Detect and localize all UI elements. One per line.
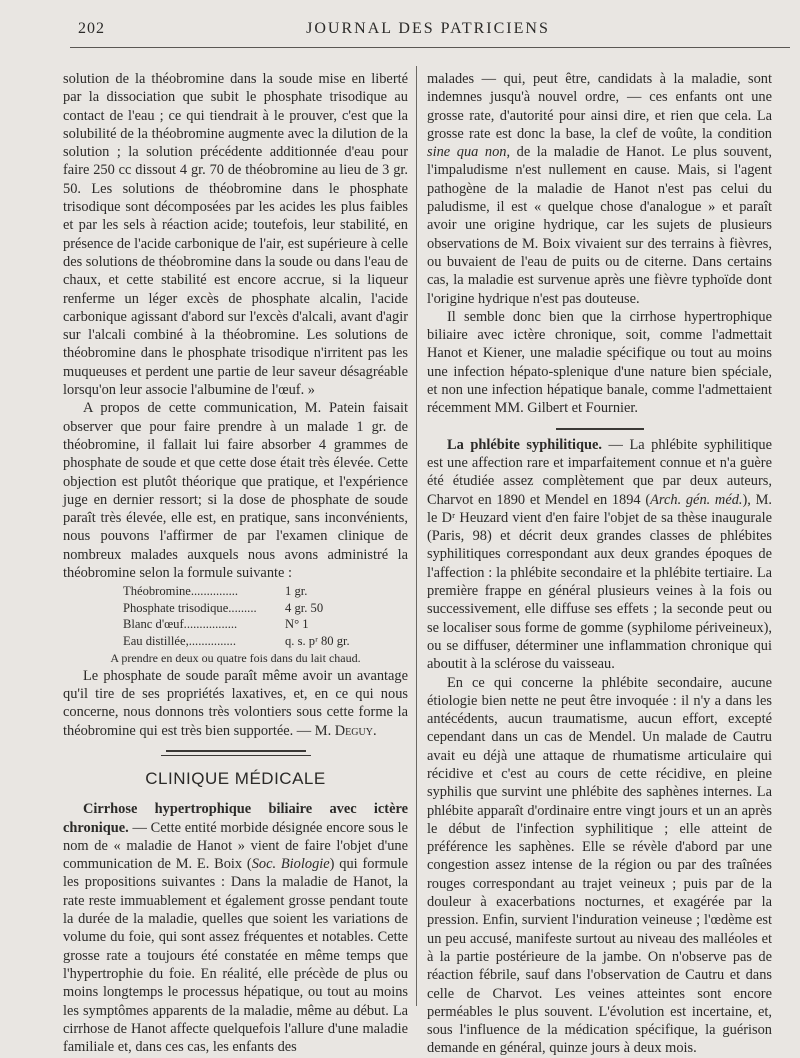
paragraph-text: , de la maladie de Hanot. Le plus souvent, l'impaludisme n'est nullement en cause. Mais, si l'agent pathogène de la maladie de Hanot n'est pas celui du paludisme, il est « quelque chose d'analogue » et paraît avoir une origine hydrique, car les sujets de plusieurs observations de M. Boix vivaient sur des terrains à fièvres, ou buvaient de l'eau de puits ou de citerne. Dans certains cas, la maladie est survenue après une fièvre typhoïde dont l'origine hydrique n'est pas douteuse. [427, 144, 772, 307]
paragraph [427, 70, 772, 308]
ingredient: Théobromine............... [123, 584, 239, 599]
paragraph-text: — Cette entité morbide désignée encore sous le nom de « maladie de Hanot » vient de faire l'objet d'une communication de M. E. Boix ( [63, 819, 408, 873]
left-column [63, 70, 408, 1056]
quantity: N° 1 [285, 617, 309, 632]
formula-row [63, 633, 408, 650]
paragraph-text: Le phosphate de soude paraît même avoir un avantage qu'il tire de ses propriétés laxatives, et, en ce qui nous concerne, nous donnons très volontiers sous cette forme la théobromine qui est très bien supportée. — M. [63, 667, 408, 739]
quantity: 4 gr. 50 [285, 600, 324, 615]
ingredient: Phosphate trisodique......... [123, 600, 257, 615]
paragraph [63, 667, 408, 740]
separator-rule [427, 422, 772, 434]
paragraph-text: ), M. le Dʳ Heuzard vient d'en faire l'objet de sa thèse inaugurale (Paris, 98) et décrit deux grandes classes de phlébites syphilitiques correspondant aux deux grandes époques de l'affection : la phlébite secondaire et la phlébite tertiaire. La première frappe en général plusieurs veines à la fois ou successivement, elle diffuse ses effets ; la seconde peut ou se localiser sous forme de gomme (syphilome périveineux), ou se diffuser, déterminer une inflammation chronique qui aboutit à la sclérose du vaisseau. [427, 491, 772, 673]
ornamental-rule [63, 746, 408, 760]
paragraph [427, 436, 772, 674]
paragraph [63, 800, 408, 1056]
paragraph-text: malades — qui, peut être, candidats à la maladie, sont indemnes jusqu'à nouvel ordre, — ces enfants ont une grosse rate, d'autorité pour ainsi dire, et rien que cela. La grosse rate est donc la base, la clef de voûte, la condition [427, 71, 772, 142]
quantity: q. s. pʳ 80 gr. [285, 633, 350, 648]
ingredient: Blanc d'œuf................. [123, 617, 238, 632]
paragraph-text: ) qui formule les propositions suivantes : Dans la maladie de Hanot, la rate reste immuablement et également grosse pendant toute la durée de la maladie, quelles que soient les variations de volume du foie, qui sont assez fréquentes et notables. Cette grosse rate a toujours été constatée en même temps que l'hypertrophie du foie. En réalité, elle précède de plus ou moins longtemps le processus hépatique, ou tout au moins les symptômes apparents de la maladie, même au début. La cirrhose de Hanot affecte quelquefois l'allure d'une maladie familiale et, dans ces cas, les enfants des [63, 856, 409, 1056]
formula-row [63, 583, 408, 600]
header-rule [70, 47, 790, 48]
right-column [427, 70, 772, 1058]
article-heading: La phlébite syphilitique. [447, 436, 602, 453]
citation: Arch. gén. méd. [650, 491, 743, 508]
latin-phrase: sine qua non [427, 144, 507, 161]
paragraph: Il semble donc bien que la cirrhose hypertrophique biliaire avec ictère chronique, soit, comme l'admettait Hanot et Kiener, une maladie spécifique ou tout au moins une infection hépato-splenique d'une nature bien spéciale, et non une infection hépatique banale, comme l'admettaient récemment MM. Gilbert et Fournier. [427, 308, 772, 417]
citation: Soc. Biologie [251, 856, 330, 873]
page-number: 202 [78, 20, 105, 37]
author-signature: Deguy. [334, 722, 377, 739]
formula-note: A prendre en deux ou quatre fois dans du lait chaud. [110, 651, 361, 666]
paragraph-text: — La phlébite syphilitique est une affection rare et imparfaitement connue et n'a guère été étudiée assez complètement que par deux auteurs, Charvot en 1890 et Mendel en 1894 ( [427, 436, 772, 508]
formula-row [63, 616, 408, 633]
column-divider [416, 66, 417, 1006]
ingredient: Eau distillée,............... [123, 633, 236, 648]
journal-title: JOURNAL DES PATRICIENS [306, 20, 550, 37]
formula-row [63, 600, 408, 617]
paragraph: A propos de cette communication, M. Patein faisait observer que pour faire prendre à un malade 1 gr. de théobromine, il fallait lui faire absorber 4 grammes de phosphate de soude et que cette dose était très élevée. Cette objection est plutôt théorique que pratique, et l'expérience juge en dernier ressort; si la dose de phosphate de soude paraît très élevée, elle est, en pratique, sans inconvénients, nous pouvons l'affirmer de par l'examen clinique de nombreux malades auxquels nous avons administré la théobromine selon la formule suivante : [63, 400, 408, 582]
running-head [78, 20, 778, 42]
paragraph: solution de la théobromine dans la soude mise en liberté par la dissociation que subit le phosphate trisodique au contact de l'eau ; ce qui tiendrait à le prouver, c'est que la solubilité de la théobromine augmente avec la dilution de la solution ; la solution précédente additionnée d'eau pour faire 250 cc dissout 4 gr. 70 de théobromine au lieu de 3 gr. 50. Les solutions de théobromine dans le phosphate trisodique sont décomposées par les acides les plus faibles et par les sels à réaction acide; toutefois, leur stabilité, en présence de l'acide carbonique de l'air, est supérieure à celle des solutions de théobromine dans la soude ou dans l'eau de chaux, et cette stabilité est encore accrue, si la liqueur renferme un léger excès de phosphate alcalin, l'acide carbonique agissant d'abord sur l'excès d'alcali, avant d'agir sur l'alcali combiné à la théobromine. Les solutions de théobromine dans le phosphate trisodique n'irritent pas les muqueuses et perdent une partie de leur saveur désagréable lorsqu'on leur associe l'albumine de l'œuf. » [63, 71, 409, 399]
paragraph: En ce qui concerne la phlébite secondaire, aucune étiologie bien nette ne peut être invoquée : il n'y a dans les antécédents, aucun traumatisme, aucun effort, excepté cependant dans un cas de Mendel. Un malade de Cautru avait eu déjà une attaque de rhumatisme articulaire qui récidive et c'est au cours de cette récidive, en pleine syphilis que survint une phlébite des saphènes internes. La phlébite apparaît d'ordinaire entre vingt jours et un an après le début de l'infection syphilitique ; elle atteint de préférence les saphènes. Elle se révèle d'abord par une congestion assez intense de la région ou par des traînées rouges correspondant au trajet veineux ; puis par de la douleur à exacerbations nocturnes, et exagérée par la pression. Enfin, survient l'induration veineuse ; l'œdème est un peu accusé, manifeste surtout au niveau des malléoles et à la partie postérieure de la jambe. On n'observe pas de réaction fébrile, sauf dans l'observation de Cautru et dans celle de Charvot. Les veines atteintes sont encore perméables le plus souvent. L'évolution est incertaine, et, sous l'influence de la médication spécifique, la guérison demande en général, quinze jours à deux mois. [427, 674, 772, 1057]
section-title: CLINIQUE MÉDICALE [145, 769, 326, 788]
formula [63, 583, 408, 667]
quantity: 1 gr. [285, 584, 308, 599]
article-heading: Cirrhose hypertrophique biliaire avec ictère chronique. [63, 801, 408, 836]
